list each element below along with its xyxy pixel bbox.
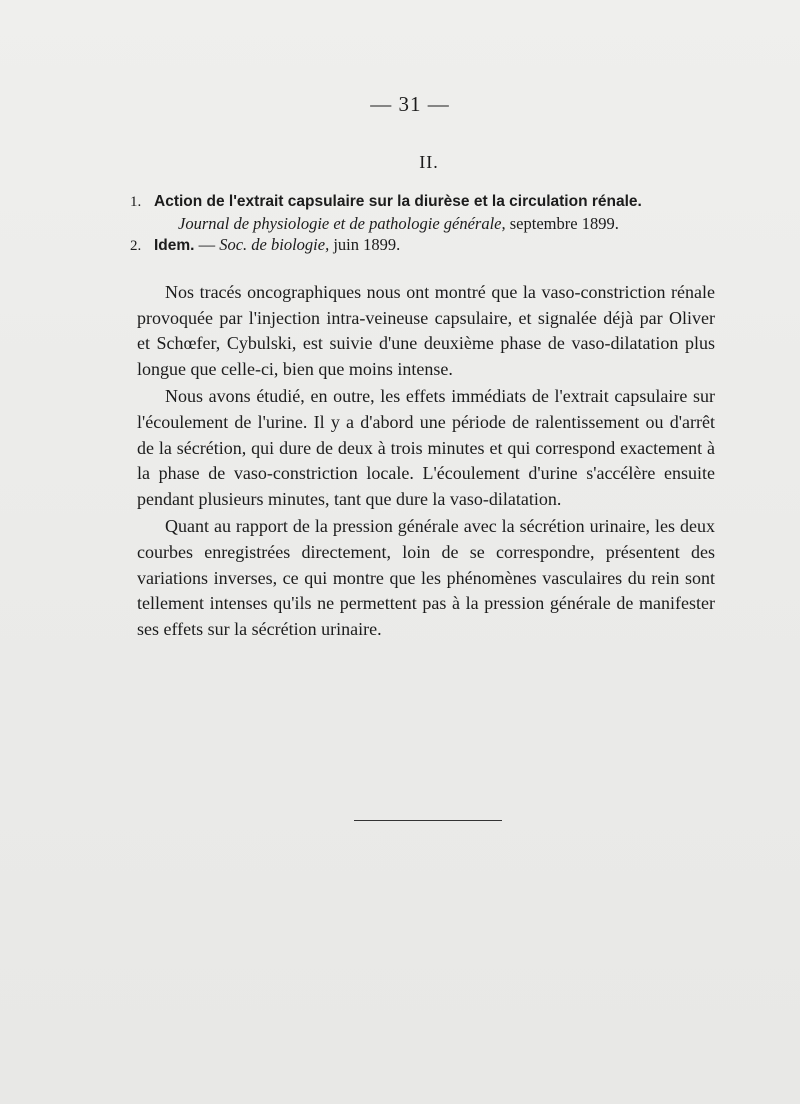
reference-title: Idem. [154, 237, 195, 254]
reference-list [130, 190, 730, 257]
reference-number: 1. [130, 194, 142, 210]
reference-journal: Journal de physiologie et de pathologie générale, [178, 214, 506, 233]
body-text [137, 280, 715, 644]
closing-rule [354, 820, 502, 821]
reference-separator: — [198, 235, 216, 254]
page-number: — 31 — [370, 92, 450, 116]
reference-journal: Soc. de biologie, [219, 235, 330, 254]
reference-2 [130, 234, 730, 257]
reference-title: Action de l'extrait capsulaire sur la diurèse et la circulation rénale. [154, 193, 642, 210]
reference-number: 2. [130, 238, 142, 254]
paragraph: Nos tracés oncographiques nous ont montré que la vaso-constriction rénale provoquée par l'injection intra-veineuse capsulaire, et signalée déjà par Oliver et Schœfer, Cybulski, est suivie d'une deuxième phase de vaso-dilatation plus longue que celle-ci, bien que moins intense. [137, 282, 715, 379]
reference-date: juin 1899. [333, 235, 401, 254]
reference-1 [130, 190, 730, 213]
paragraph: Nous avons étudié, en outre, les effets immédiats de l'extrait capsulaire sur l'écoulement de l'urine. Il y a d'abord une période de ralentissement ou d'arrêt de la sécrétion, qui dure de deux à trois minutes et qui correspond exactement à la phase de vaso-constriction locale. L'écoulement d'urine s'accélère ensuite pendant plusieurs minutes, tant que dure la vaso-dilatation. [137, 386, 715, 509]
reference-1-source [130, 213, 730, 234]
paragraph: Quant au rapport de la pression générale avec la sécrétion urinaire, les deux courbes enregistrées directement, loin de se correspondre, présentent des variations inverses, ce qui montre que les phénomènes vasculaires du rein sont tellement intenses qu'ils ne permettent pas à la pression générale de manifester ses effets sur la sécrétion urinaire. [137, 516, 715, 639]
reference-date: septembre 1899. [509, 214, 619, 233]
section-heading: II. [419, 152, 439, 172]
